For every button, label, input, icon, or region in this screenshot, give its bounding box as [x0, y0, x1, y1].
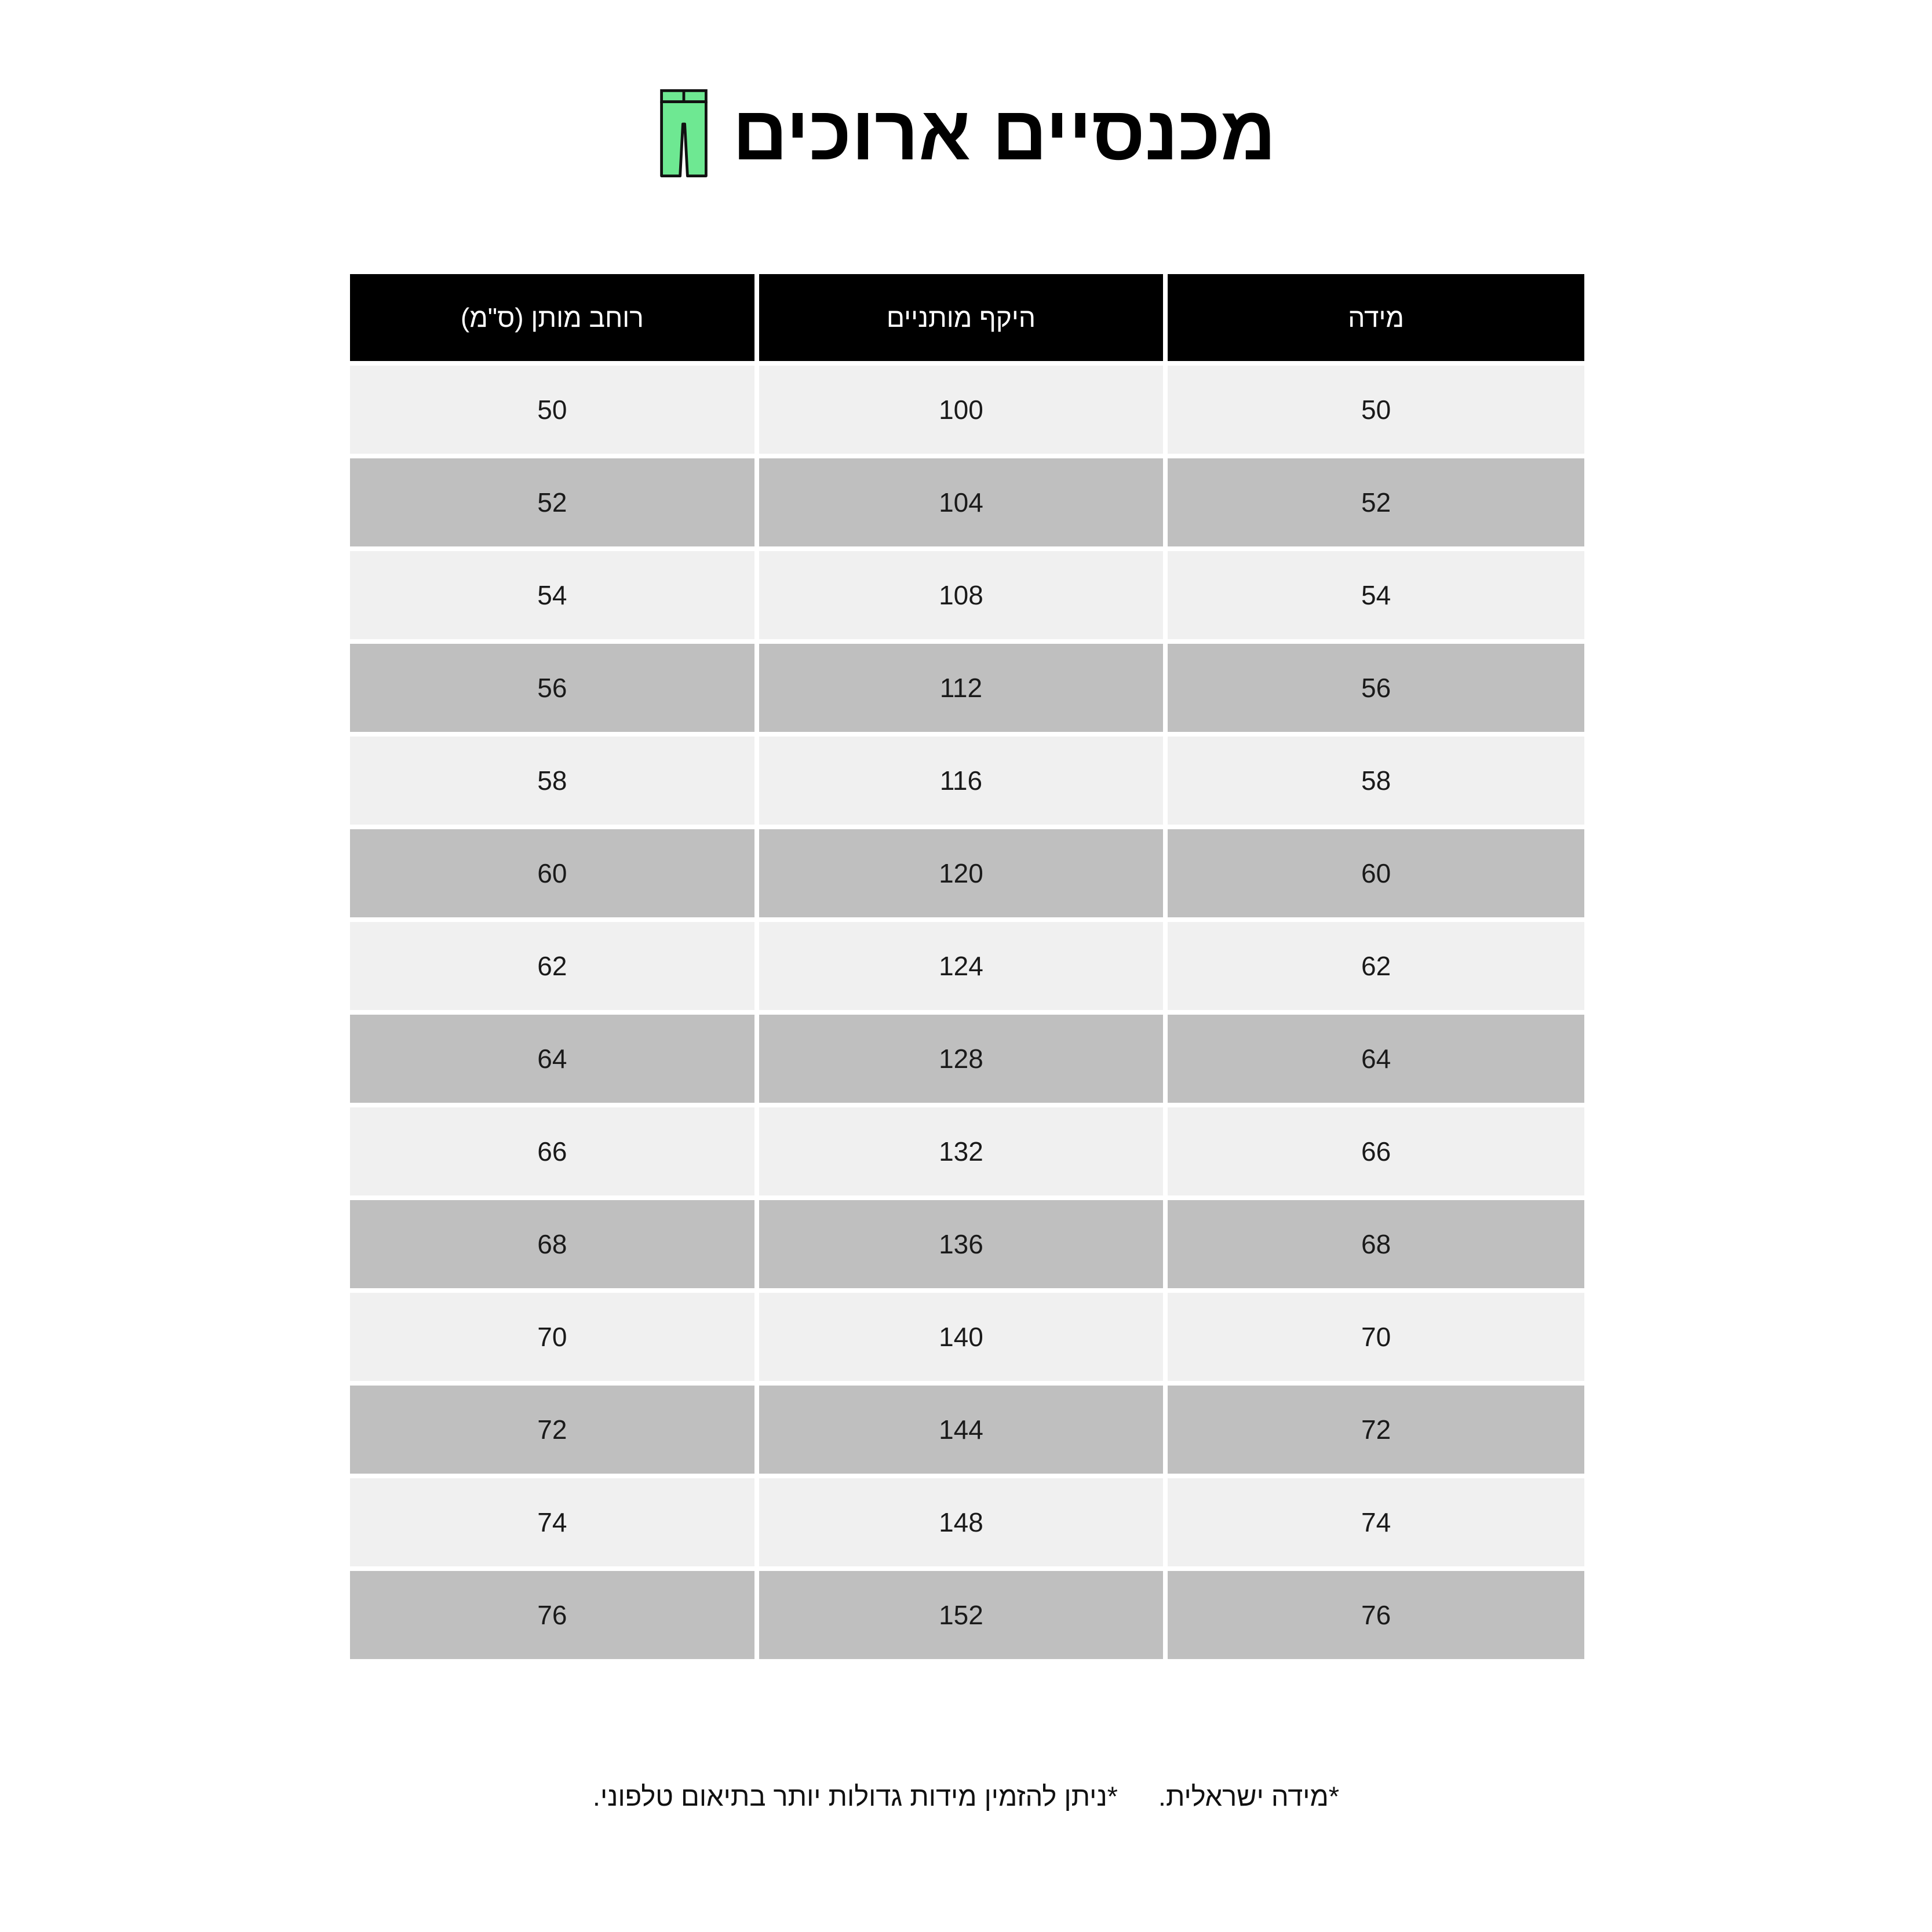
cell-size: 74 [1168, 1478, 1584, 1566]
cell-waist-circumference: 124 [759, 922, 1164, 1010]
cell-waist-circumference: 120 [759, 829, 1164, 917]
cell-waist-circumference: 152 [759, 1571, 1164, 1659]
cell-waist-width: 66 [350, 1107, 754, 1195]
cell-waist-circumference: 100 [759, 366, 1164, 454]
cell-size: 62 [1168, 922, 1584, 1010]
table-row [350, 829, 1584, 917]
footnotes [0, 1780, 1932, 1812]
table-row [350, 1386, 1584, 1474]
cell-waist-circumference: 132 [759, 1107, 1164, 1195]
table-row [350, 1107, 1584, 1195]
table-row [350, 366, 1584, 454]
page-title: מכנסיים ארוכים [732, 90, 1276, 176]
cell-waist-width: 68 [350, 1200, 754, 1288]
page-header [0, 87, 1932, 180]
cell-waist-width: 64 [350, 1015, 754, 1103]
cell-size: 52 [1168, 458, 1584, 546]
cell-waist-width: 56 [350, 644, 754, 732]
table-row [350, 551, 1584, 639]
table-row [350, 644, 1584, 732]
table-row [350, 922, 1584, 1010]
table-header [350, 274, 1584, 361]
cell-waist-width: 62 [350, 922, 754, 1010]
table-header-row [350, 274, 1584, 361]
cell-waist-width: 50 [350, 366, 754, 454]
cell-size: 66 [1168, 1107, 1584, 1195]
cell-size: 50 [1168, 366, 1584, 454]
table-row [350, 1015, 1584, 1103]
cell-size: 68 [1168, 1200, 1584, 1288]
size-table-container [345, 269, 1589, 1664]
column-header-size: מידה [1168, 274, 1584, 361]
table-row [350, 1293, 1584, 1381]
table-row [350, 1571, 1584, 1659]
cell-waist-circumference: 116 [759, 737, 1164, 825]
cell-size: 60 [1168, 829, 1584, 917]
cell-waist-circumference: 108 [759, 551, 1164, 639]
cell-size: 76 [1168, 1571, 1584, 1659]
cell-waist-width: 60 [350, 829, 754, 917]
cell-waist-circumference: 140 [759, 1293, 1164, 1381]
cell-waist-circumference: 144 [759, 1386, 1164, 1474]
cell-waist-circumference: 104 [759, 458, 1164, 546]
table-row [350, 458, 1584, 546]
cell-size: 58 [1168, 737, 1584, 825]
table-row [350, 737, 1584, 825]
cell-waist-width: 52 [350, 458, 754, 546]
cell-waist-circumference: 136 [759, 1200, 1164, 1288]
column-header-waist-width: רוחב מותן (ס"מ) [350, 274, 754, 361]
cell-waist-circumference: 148 [759, 1478, 1164, 1566]
cell-size: 72 [1168, 1386, 1584, 1474]
cell-size: 70 [1168, 1293, 1584, 1381]
footnote-larger-sizes: *ניתן להזמין מידות גדולות יותר בתיאום טלפוני. [592, 1781, 1118, 1811]
cell-size: 54 [1168, 551, 1584, 639]
cell-waist-width: 74 [350, 1478, 754, 1566]
cell-size: 64 [1168, 1015, 1584, 1103]
table-body [350, 366, 1584, 1659]
cell-waist-width: 70 [350, 1293, 754, 1381]
table-row [350, 1200, 1584, 1288]
cell-waist-width: 76 [350, 1571, 754, 1659]
size-table [345, 269, 1589, 1664]
cell-waist-circumference: 128 [759, 1015, 1164, 1103]
cell-waist-width: 72 [350, 1386, 754, 1474]
footnote-israeli-size: *מידה ישראלית. [1158, 1781, 1340, 1811]
cell-waist-circumference: 112 [759, 644, 1164, 732]
cell-waist-width: 58 [350, 737, 754, 825]
table-row [350, 1478, 1584, 1566]
column-header-waist-circumference: היקף מותניים [759, 274, 1164, 361]
cell-size: 56 [1168, 644, 1584, 732]
cell-waist-width: 54 [350, 551, 754, 639]
pants-icon [656, 87, 712, 180]
